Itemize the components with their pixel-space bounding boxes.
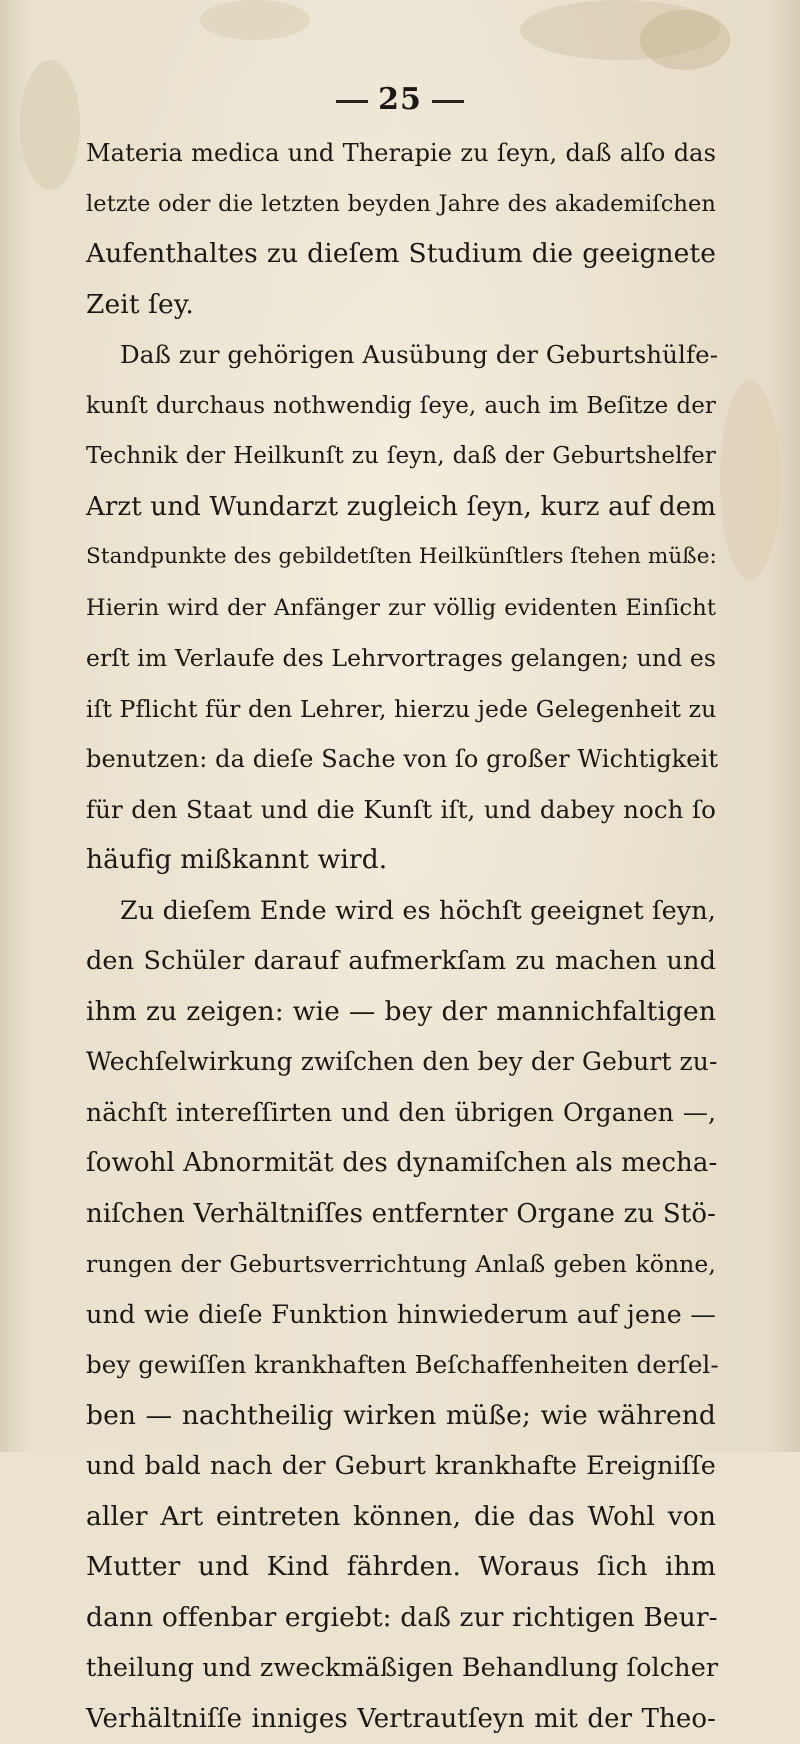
text-line: ben — nachtheilig wirken müße; wie während (86, 1391, 716, 1442)
text-line: Hierin wird der Anfänger zur völlig evidenten Einſicht (86, 583, 716, 634)
text-line: benutzen: da dieſe Sache von ſo großer Wichtigkeit (86, 734, 716, 785)
text-line: Materia medica und Therapie zu ſeyn, daß alſo das (86, 128, 716, 179)
paper-stain (640, 10, 730, 70)
text-line: aller Art eintreten können, die das Wohl von (86, 1492, 716, 1543)
header-rule-right (432, 100, 464, 103)
text-line: bey gewiſſen krankhaften Beſchaffenheiten derſel- (86, 1340, 716, 1391)
text-line: Wechſelwirkung zwiſchen den bey der Geburt zu- (86, 1037, 716, 1088)
text-line: Zeit ſey. (86, 280, 716, 331)
text-line: und wie dieſe Funktion hinwiederum auf jene — (86, 1290, 716, 1341)
text-line: rungen der Geburtsverrichtung Anlaß geben könne, (86, 1239, 716, 1290)
paper-stain (200, 0, 310, 40)
text-line: ſowohl Abnormität des dynamiſchen als mecha- (86, 1138, 716, 1189)
text-line: dann offenbar ergiebt: daß zur richtigen Beur- (86, 1593, 716, 1644)
text-line: den Schüler darauf aufmerkſam zu machen und (86, 936, 716, 987)
text-line: ihm zu zeigen: wie — bey der mannichfaltigen (86, 987, 716, 1038)
text-line: theilung und zweckmäßigen Behandlung ſolcher (86, 1643, 716, 1694)
text-line: Technik der Heilkunſt zu ſeyn, daß der Geburtshelfer (86, 431, 716, 482)
paper-stain (720, 380, 780, 580)
text-line: häufig mißkannt wird. (86, 835, 716, 886)
text-line: Zu dieſem Ende wird es höchſt geeignet ſeyn, (86, 886, 716, 937)
text-line: und bald nach der Geburt krankhafte Ereigniſſe (86, 1441, 716, 1492)
text-line: Verhältniſſe inniges Vertrautſeyn mit der Theo- (86, 1694, 716, 1744)
text-line: Standpunkte des gebildetſten Heilkünſtlers ſtehen müße: (86, 532, 716, 583)
text-line: für den Staat und die Kunſt iſt, und dabey noch ſo (86, 785, 716, 836)
text-line: nächſt intereſſirten und den übrigen Organen —, (86, 1088, 716, 1139)
text-line: Mutter und Kind fährden. Woraus ſich ihm (86, 1542, 716, 1593)
body-text (86, 128, 716, 1744)
text-line: Aufenthaltes zu dieſem Studium die geeignete (86, 229, 716, 280)
header-rule-left (336, 100, 368, 103)
page-header (0, 82, 800, 117)
text-line: erſt im Verlaufe des Lehrvortrages gelangen; und es (86, 633, 716, 684)
text-line: kunſt durchaus nothwendig ſeye, auch im Beſitze der (86, 381, 716, 432)
page-number: 25 (378, 82, 422, 117)
text-line: niſchen Verhältniſſes entfernter Organe zu Stö- (86, 1189, 716, 1240)
text-line: iſt Pflicht für den Lehrer, hierzu jede Gelegenheit zu (86, 684, 716, 735)
text-line: Daß zur gehörigen Ausübung der Geburtshülfe- (86, 330, 716, 381)
text-line: Arzt und Wundarzt zugleich ſeyn, kurz auf dem (86, 482, 716, 533)
paper-stain (20, 60, 80, 190)
text-line: letzte oder die letzten beyden Jahre des akademiſchen (86, 179, 716, 230)
